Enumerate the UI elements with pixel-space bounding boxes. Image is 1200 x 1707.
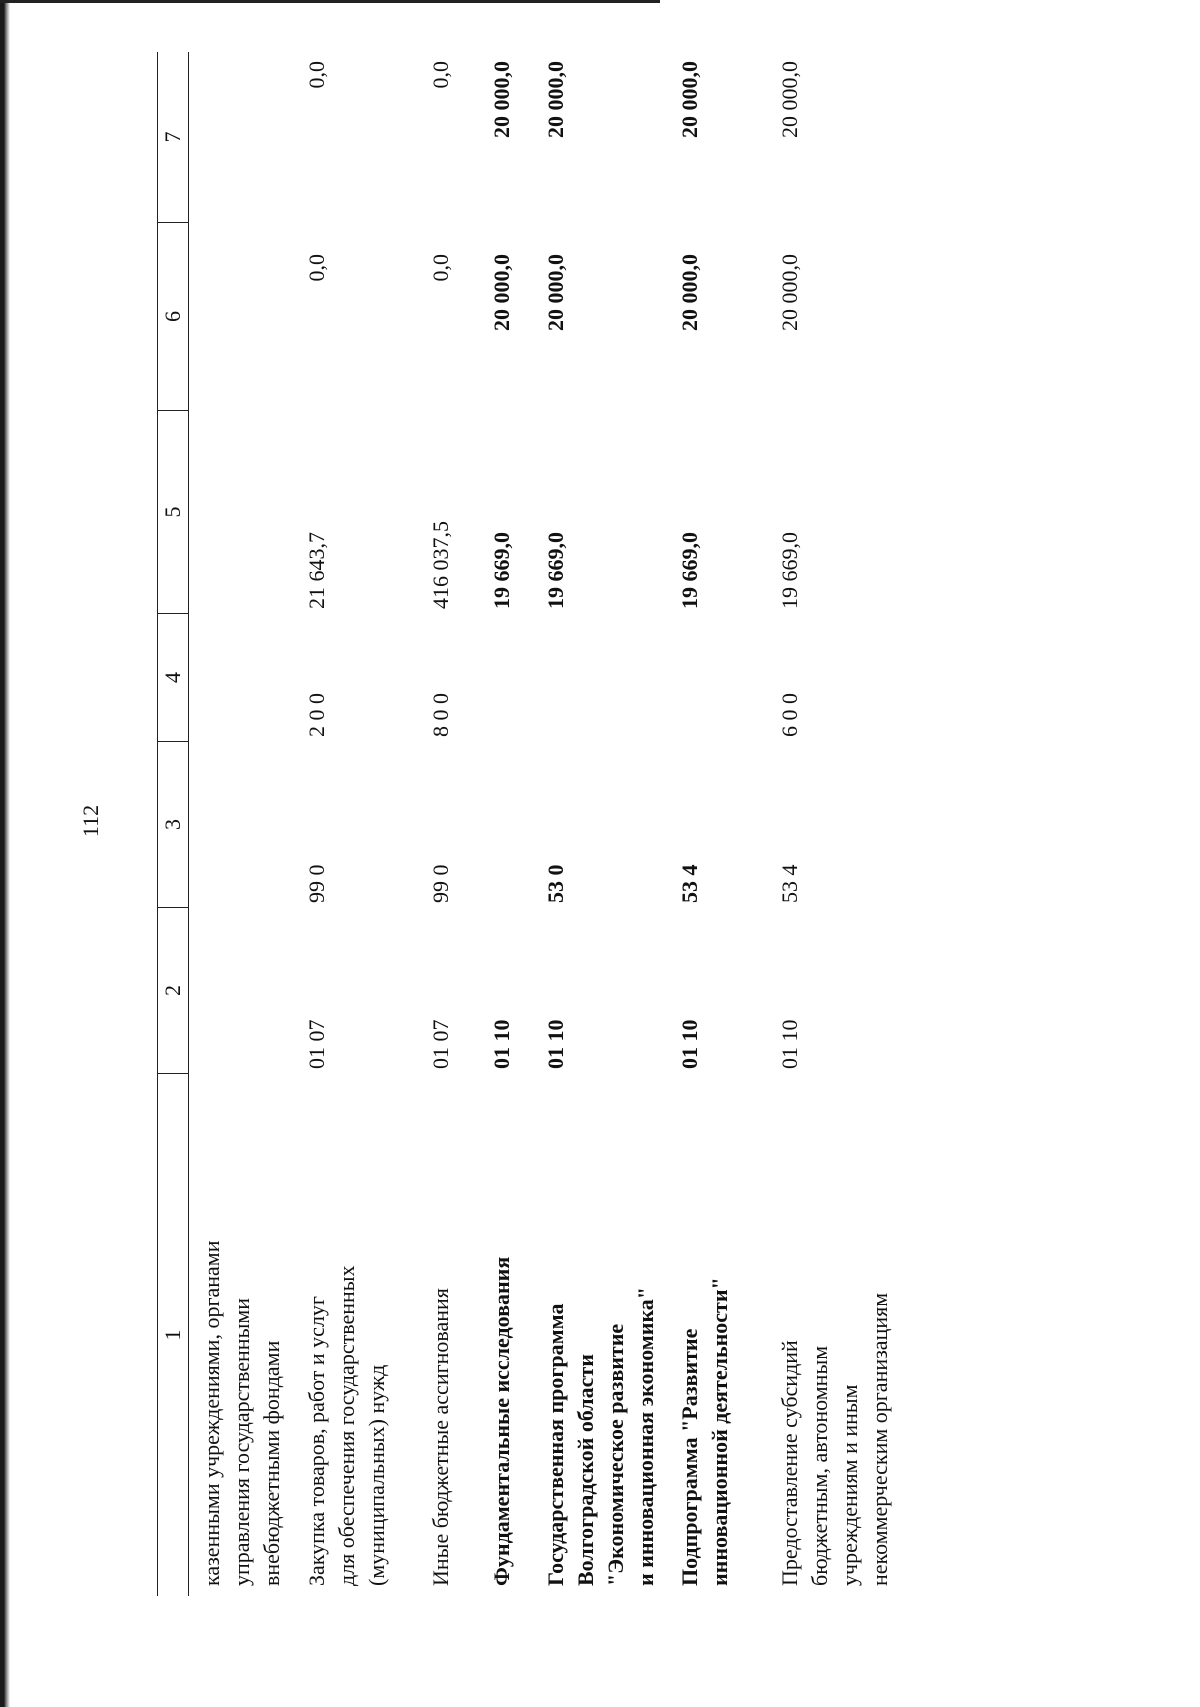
header-col-6: 6 xyxy=(158,222,188,410)
row-2-col-3: 99 0 xyxy=(304,864,329,903)
row-5-name-line: Государственная программа xyxy=(543,1303,568,1586)
row-5-name-line: Волгоградской области xyxy=(573,1354,598,1586)
row-5-col-7: 20 000,0 xyxy=(543,61,568,138)
row-2-col-7: 0,0 xyxy=(304,61,329,89)
header-col-7: 7 xyxy=(160,131,185,143)
row-5-col-5: 19 669,0 xyxy=(543,532,568,609)
row-4-col-5: 19 669,0 xyxy=(489,532,514,609)
row-5-name-line: "Экономическое развитие xyxy=(603,1323,628,1586)
row-7-name-line: бюджетным, автономным xyxy=(807,1345,832,1586)
row-3-col-7: 0,0 xyxy=(428,61,453,89)
row-1-name-line: управления государственными xyxy=(229,1297,254,1586)
row-2-col-6: 0,0 xyxy=(304,254,329,282)
row-7-name-line: Предоставление субсидий xyxy=(777,1340,802,1586)
row-1-name-line: внебюджетными фондами xyxy=(259,1340,284,1586)
row-7-col-6: 20 000,0 xyxy=(777,254,802,331)
row-5-name xyxy=(541,1146,661,1586)
header-col-3: 3 xyxy=(158,741,188,907)
header-col-4: 4 xyxy=(158,613,188,741)
row-4-name-line: Фундаментальные исследования xyxy=(489,1256,514,1586)
row-5-col-2: 01 10 xyxy=(543,1019,568,1069)
row-4-col-2: 01 10 xyxy=(489,1019,514,1069)
row-3-col-5: 416 037,5 xyxy=(428,521,453,609)
row-3-name-line: Иные бюджетные ассигнования xyxy=(428,1288,453,1586)
row-6-name-line: инновационной деятельности" xyxy=(707,1277,732,1586)
row-2-col-4: 2 0 0 xyxy=(304,693,329,737)
row-4-col-7: 20 000,0 xyxy=(489,61,514,138)
row-3-col-4: 8 0 0 xyxy=(428,693,453,737)
row-7-col-2: 01 10 xyxy=(777,1019,802,1069)
row-6-col-3: 53 4 xyxy=(677,864,702,903)
header-col-5: 5 xyxy=(158,410,188,613)
row-7-col-3: 53 4 xyxy=(777,864,802,903)
row-2-name-line: для обеспечения государственных xyxy=(334,1265,359,1586)
row-6-name-line: Подпрограмма "Развитие xyxy=(677,1328,702,1586)
row-2-name-line: (муниципальных) нужд xyxy=(364,1364,389,1586)
row-7-col-7: 20 000,0 xyxy=(777,61,802,138)
row-4-col-6: 20 000,0 xyxy=(489,254,514,331)
page-number: 112 xyxy=(78,804,103,838)
row-7-col-5: 19 669,0 xyxy=(777,532,802,609)
row-3-col-2: 01 07 xyxy=(428,1019,453,1069)
header-col-1: 1 xyxy=(158,1073,188,1596)
row-2-name xyxy=(302,1146,392,1586)
row-7-name-line: некоммерческим организациям xyxy=(867,1292,892,1586)
row-6-col-6: 20 000,0 xyxy=(677,254,702,331)
row-2-name-line: Закупка товаров, работ и услуг xyxy=(304,1296,329,1586)
row-7-col-4: 6 0 0 xyxy=(777,693,802,737)
row-7-name xyxy=(775,1146,895,1586)
row-3-col-6: 0,0 xyxy=(428,254,453,282)
row-1-name-line: казенными учреждениями, органами xyxy=(199,1240,224,1586)
row-5-name-line: и инновационная экономика" xyxy=(633,1286,658,1586)
row-2-col-2: 01 07 xyxy=(304,1019,329,1069)
row-6-col-2: 01 10 xyxy=(677,1019,702,1069)
row-6-col-7: 20 000,0 xyxy=(677,61,702,138)
row-5-col-3: 53 0 xyxy=(543,864,568,903)
row-3-col-3: 99 0 xyxy=(428,864,453,903)
row-5-col-6: 20 000,0 xyxy=(543,254,568,331)
row-4-name xyxy=(487,1146,517,1586)
row-6-name xyxy=(675,1146,735,1586)
table-header xyxy=(157,52,189,1596)
row-6-col-5: 19 669,0 xyxy=(677,532,702,609)
row-7-name-line: учреждениям и иным xyxy=(837,1384,862,1586)
row-2-col-5: 21 643,7 xyxy=(304,532,329,609)
header-col-2: 2 xyxy=(158,907,188,1073)
row-3-name xyxy=(426,1146,456,1586)
row-1-name xyxy=(197,1146,287,1586)
